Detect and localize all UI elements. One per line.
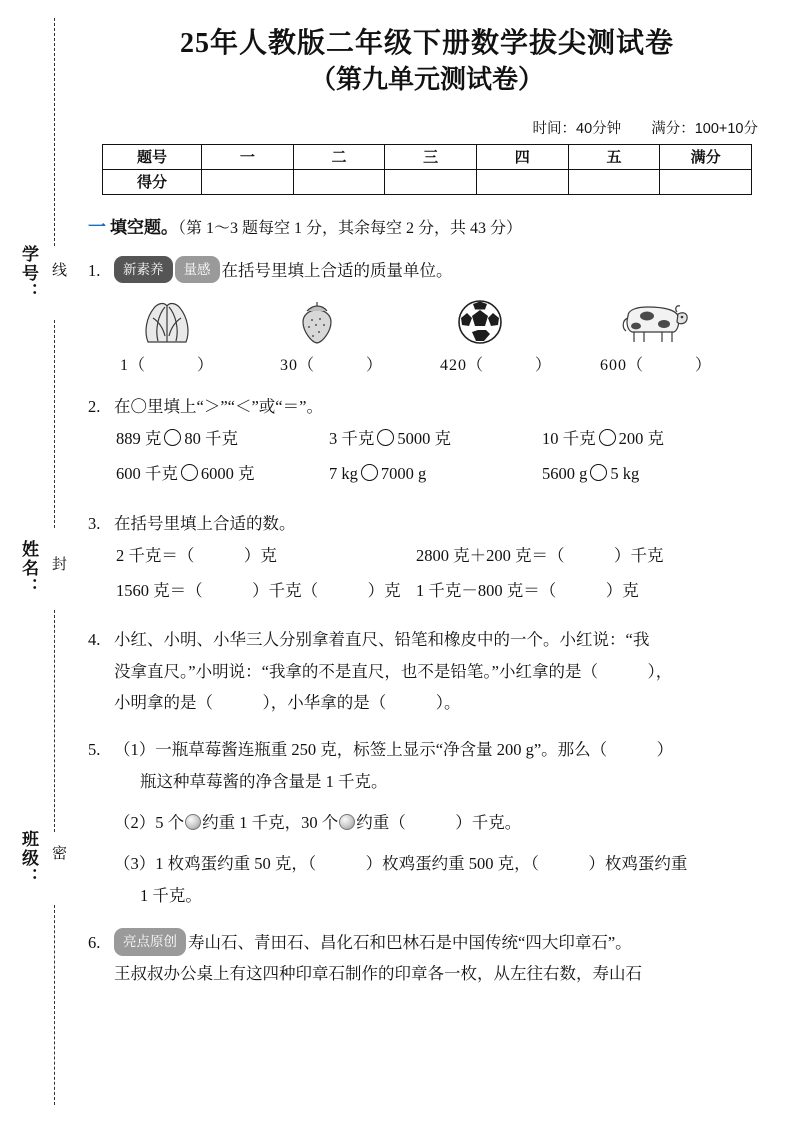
compare-left: 10 千克 bbox=[542, 429, 596, 449]
fill-blank-item[interactable]: 2800 克＋200 克＝（ ）千克 bbox=[416, 546, 664, 566]
question-number: 2. bbox=[88, 397, 101, 417]
compare-item[interactable] bbox=[542, 422, 755, 457]
compare-circle[interactable] bbox=[590, 464, 607, 481]
compare-right: 6000 克 bbox=[200, 464, 255, 484]
student-id-label: 学号： bbox=[19, 245, 38, 302]
section-desc: （第 1～3 题每空 1 分，其余每空 2 分，共 43 分） bbox=[178, 219, 523, 237]
vegetable-icon bbox=[116, 294, 276, 346]
question-1-blank-3[interactable]: 420（ ） bbox=[440, 357, 553, 375]
score-table-cell: 满分 bbox=[660, 144, 752, 169]
question-1 bbox=[88, 255, 772, 286]
question-6-line-1: 寿山石、青田石、昌化石和巴林石是中国传统“四大印章石”。 bbox=[188, 933, 632, 953]
compare-left: 889 克 bbox=[116, 429, 162, 449]
question-5-sub-3-line-1: 1 枚鸡蛋约重 50 克，（ ）枚鸡蛋约重 500 克，（ ）枚鸡蛋约重 bbox=[155, 854, 688, 874]
question-5 bbox=[88, 734, 772, 911]
question-1-blank-2[interactable]: 30（ ） bbox=[280, 357, 384, 375]
compare-item[interactable] bbox=[116, 422, 329, 457]
compare-item[interactable] bbox=[116, 457, 329, 492]
question-4-line-3[interactable]: 小明拿的是（ ），小华拿的是（ ）。 bbox=[114, 693, 461, 713]
question-1-blank-1[interactable]: 1（ ） bbox=[120, 357, 215, 375]
left-margin-strip bbox=[0, 0, 78, 1122]
tag-highlight-original: 亮点原创 bbox=[114, 928, 186, 956]
score-table-cell: 二 bbox=[293, 144, 385, 169]
section-number: 一 bbox=[88, 216, 106, 237]
section-title: 填空题。 bbox=[110, 217, 178, 237]
question-1-item bbox=[436, 294, 596, 375]
student-name-label: 姓名： bbox=[19, 540, 38, 597]
fill-blank-item[interactable]: 2 千克＝（ ）克 bbox=[116, 546, 277, 566]
score-table-cell: 三 bbox=[385, 144, 477, 169]
question-5-sub-2-label: （2） bbox=[114, 813, 156, 833]
question-5-sub-2-part-3: 约重（ ）千克。 bbox=[356, 813, 522, 833]
score-table bbox=[102, 144, 752, 195]
question-5-sub-3-label: （3） bbox=[114, 854, 156, 874]
exam-meta bbox=[82, 117, 772, 138]
score-input-cell[interactable] bbox=[385, 169, 477, 194]
page-subtitle: （第九单元测试卷） bbox=[309, 65, 544, 94]
table-row bbox=[103, 169, 752, 194]
question-2 bbox=[88, 391, 772, 422]
exam-page bbox=[82, 0, 772, 1122]
question-number: 4. bbox=[88, 630, 101, 650]
seal-char-mi: 密 bbox=[50, 845, 67, 860]
coin-icon bbox=[339, 814, 355, 830]
question-6-line-2: 王叔叔办公桌上有这四种印章石制作的印章各一枚，从左往右数，寿山石 bbox=[114, 964, 642, 984]
coin-icon bbox=[185, 814, 201, 830]
tag-new-literacy: 新素养 bbox=[114, 256, 173, 284]
seal-dash-line-1 bbox=[54, 18, 55, 246]
question-number: 6. bbox=[88, 933, 101, 953]
question-5-sub-1-label: （1） bbox=[114, 740, 156, 760]
question-6 bbox=[88, 927, 772, 990]
student-class-label: 班级： bbox=[19, 830, 38, 887]
score-table-cell: 五 bbox=[568, 144, 660, 169]
question-4-line-2[interactable]: 没拿直尺。”小明说：“我拿的不是直尺，也不是铅笔。”小红拿的是（ ）， bbox=[114, 661, 673, 681]
question-2-text: 在〇里填上“＞”“＜”或“＝”。 bbox=[114, 397, 323, 417]
compare-right: 200 克 bbox=[618, 429, 664, 449]
question-5-sub-2-part-1: 5 个 bbox=[155, 813, 185, 833]
exam-full-score: 满分：100+10分 bbox=[651, 120, 758, 137]
compare-left: 600 千克 bbox=[116, 464, 178, 484]
score-input-cell[interactable] bbox=[293, 169, 385, 194]
compare-circle[interactable] bbox=[164, 429, 181, 446]
score-table-cell: 一 bbox=[202, 144, 294, 169]
compare-item[interactable] bbox=[542, 457, 755, 492]
question-5-sub-2-part-2: 约重 1 千克，30 个 bbox=[202, 813, 339, 833]
seal-char-feng: 封 bbox=[50, 556, 67, 571]
question-2-row-2 bbox=[116, 457, 772, 492]
question-5-sub-2[interactable] bbox=[114, 807, 772, 838]
compare-item[interactable] bbox=[329, 422, 542, 457]
soccer-ball-icon bbox=[436, 294, 596, 346]
compare-item[interactable] bbox=[329, 457, 542, 492]
score-table-cell: 题号 bbox=[103, 144, 202, 169]
question-1-item bbox=[596, 294, 756, 375]
score-input-cell[interactable] bbox=[568, 169, 660, 194]
score-table-cell: 四 bbox=[476, 144, 568, 169]
compare-right: 5000 克 bbox=[397, 429, 451, 449]
seal-char-xian: 线 bbox=[50, 262, 67, 277]
question-4-line-1: 小红、小明、小华三人分别拿着直尺、铅笔和橡皮中的一个。小红说：“我 bbox=[114, 630, 650, 650]
fill-blank-item[interactable]: 1 千克－800 克＝（ ）克 bbox=[416, 580, 639, 600]
compare-left: 5600 g bbox=[542, 464, 588, 484]
question-5-sub-1-line-1[interactable]: 一瓶草莓酱连瓶重 250 克，标签上显示“净含量 200 g”。那么（ ） bbox=[155, 740, 674, 760]
question-1-item bbox=[276, 294, 436, 375]
table-row bbox=[103, 144, 752, 169]
question-4 bbox=[88, 624, 772, 718]
tag-quantity-sense: 量感 bbox=[175, 256, 220, 284]
score-input-cell[interactable] bbox=[476, 169, 568, 194]
score-table-cell: 得分 bbox=[103, 169, 202, 194]
question-5-sub-3[interactable] bbox=[114, 848, 772, 879]
question-3-row-1 bbox=[116, 539, 772, 574]
score-input-cell[interactable] bbox=[660, 169, 752, 194]
question-1-picture-row bbox=[116, 294, 756, 375]
compare-circle[interactable] bbox=[599, 429, 616, 446]
seal-dash-line-3 bbox=[54, 610, 55, 832]
question-3-text: 在括号里填上合适的数。 bbox=[114, 513, 296, 533]
question-1-blank-4[interactable]: 600（ ） bbox=[600, 357, 713, 375]
exam-time: 时间：40分钟 bbox=[532, 120, 622, 137]
compare-right: 80 千克 bbox=[184, 429, 238, 449]
question-5-sub-1-line-2: 瓶这种草莓酱的净含量是 1 千克。 bbox=[140, 771, 388, 791]
question-2-row-1 bbox=[116, 422, 772, 457]
compare-circle[interactable] bbox=[377, 429, 394, 446]
section-1-heading bbox=[88, 213, 772, 239]
compare-left: 7 kg bbox=[329, 464, 358, 484]
question-number: 5. bbox=[88, 740, 101, 760]
compare-right: 7000 g bbox=[380, 464, 427, 484]
score-input-cell[interactable] bbox=[202, 169, 294, 194]
seal-dash-line-4 bbox=[54, 905, 55, 1105]
compare-right: 5 kg bbox=[610, 464, 640, 484]
question-3-row-2 bbox=[116, 574, 772, 609]
compare-left: 3 千克 bbox=[329, 429, 375, 449]
compare-circle[interactable] bbox=[361, 464, 378, 481]
page-title: 25年人教版二年级下册数学拔尖测试卷 bbox=[179, 28, 674, 59]
question-3 bbox=[88, 508, 772, 539]
question-number: 1. bbox=[88, 260, 101, 280]
question-number: 3. bbox=[88, 513, 101, 533]
compare-circle[interactable] bbox=[181, 464, 198, 481]
question-1-text: 在括号里填上合适的质量单位。 bbox=[221, 260, 453, 280]
cow-icon bbox=[596, 294, 756, 346]
strawberry-icon bbox=[276, 294, 436, 346]
fill-blank-item[interactable]: 1560 克＝（ ）千克（ ）克 bbox=[116, 580, 401, 600]
question-1-item bbox=[116, 294, 276, 375]
question-5-sub-3-line-2: 1 千克。 bbox=[140, 885, 202, 905]
seal-dash-line-2 bbox=[54, 320, 55, 528]
